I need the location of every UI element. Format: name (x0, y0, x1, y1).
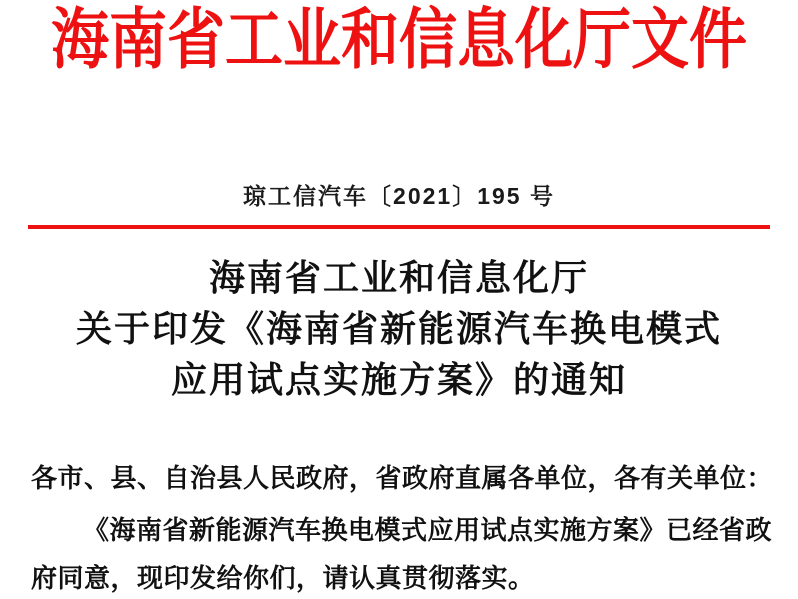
document-number: 琼工信汽车〔2021〕195 号 (243, 183, 555, 209)
notice-title-line-3: 应用试点实施方案》的通知 (170, 359, 627, 400)
notice-title-line-2: 关于印发《海南省新能源汽车换电模式 (75, 308, 722, 349)
document-header-title: 海南省工业和信息化厅文件 (50, 2, 747, 77)
body-text-line-1: 《海南省新能源汽车换电模式应用试点实施方案》已经省政 (83, 515, 773, 545)
body-text-line-2: 府同意，现印发给你们，请认真贯彻落实。 (31, 563, 535, 593)
salutation-line: 各市、县、自治县人民政府，省政府直属各单位，各有关单位： (31, 463, 774, 493)
document-body (31, 454, 774, 599)
notice-title (0, 252, 798, 405)
notice-title-line-1: 海南省工业和信息化厅 (208, 257, 589, 298)
red-divider-line (28, 225, 770, 229)
